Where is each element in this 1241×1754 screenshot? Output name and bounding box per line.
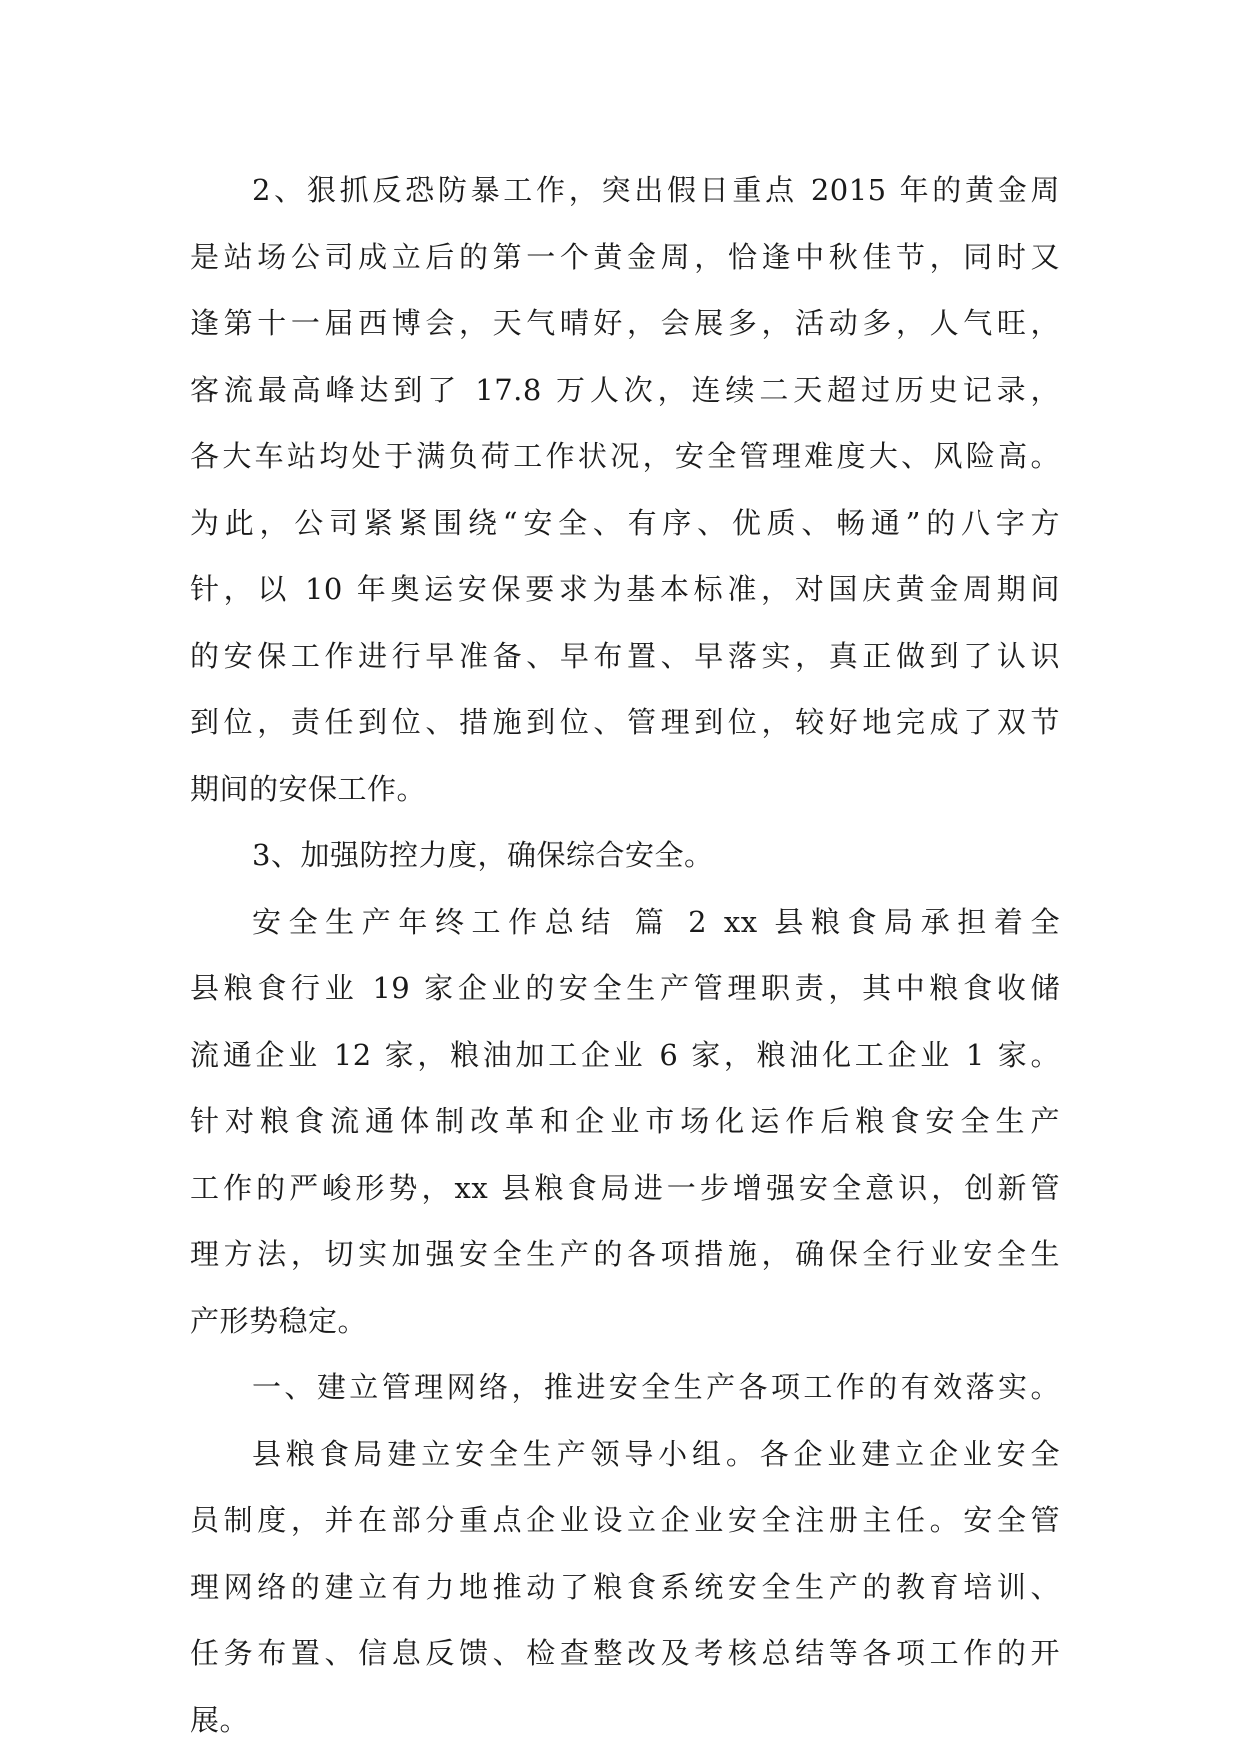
text-line: 的安保工作进行早准备、早布置、早落实，真正做到了认识 xyxy=(190,638,1060,673)
text-line: 为此，公司紧紧围绕“安全、有序、优质、畅通”的八字方 xyxy=(190,505,1060,540)
text-line: 2、狠抓反恐防暴工作，突出假日重点 2015 年的黄金周 xyxy=(252,173,1060,207)
document-body xyxy=(190,157,1060,1753)
text-line: 针对粮食流通体制改革和企业市场化运作后粮食安全生产 xyxy=(190,1104,1060,1138)
text-line: 展。 xyxy=(190,1702,250,1737)
text-line: 工作的严峻形势，xx 县粮食局进一步增强安全意识，创新管 xyxy=(190,1170,1060,1205)
text-line: 理方法，切实加强安全生产的各项措施，确保全行业安全生 xyxy=(190,1237,1060,1271)
text-line: 安全生产年终工作总结 篇 2 xx 县粮食局承担着全 xyxy=(252,904,1060,939)
text-line: 期间的安保工作。 xyxy=(190,771,427,806)
text-line: 各大车站均处于满负荷工作状况，安全管理难度大、风险高。 xyxy=(190,439,1060,473)
text-line: 产形势稳定。 xyxy=(190,1303,368,1338)
text-line: 针，以 10 年奥运安保要求为基本标准，对国庆黄金周期间 xyxy=(190,572,1060,606)
text-line: 是站场公司成立后的第一个黄金周，恰逢中秋佳节，同时又 xyxy=(190,239,1060,274)
text-line: 客流最高峰达到了 17.8 万人次，连续二天超过历史记录， xyxy=(190,372,1060,407)
text-line: 3、加强防控力度，确保综合安全。 xyxy=(252,838,714,872)
text-line: 任务布置、信息反馈、检查整改及考核总结等各项工作的开 xyxy=(190,1636,1060,1670)
text-line: 县粮食局建立安全生产领导小组。各企业建立企业安全 xyxy=(252,1436,1060,1471)
text-line: 理网络的建立有力地推动了粮食系统安全生产的教育培训、 xyxy=(190,1569,1060,1604)
text-line: 到位，责任到位、措施到位、管理到位，较好地完成了双节 xyxy=(190,705,1060,739)
text-line: 流通企业 12 家，粮油加工企业 6 家，粮油化工企业 1 家。 xyxy=(190,1037,1060,1072)
text-line: 逢第十一届西博会，天气晴好，会展多，活动多，人气旺， xyxy=(190,306,1060,340)
text-line: 一、建立管理网络，推进安全生产各项工作的有效落实。 xyxy=(252,1370,1060,1404)
text-line: 员制度，并在部分重点企业设立企业安全注册主任。安全管 xyxy=(190,1503,1060,1537)
text-line: 县粮食行业 19 家企业的安全生产管理职责，其中粮食收储 xyxy=(190,971,1060,1005)
